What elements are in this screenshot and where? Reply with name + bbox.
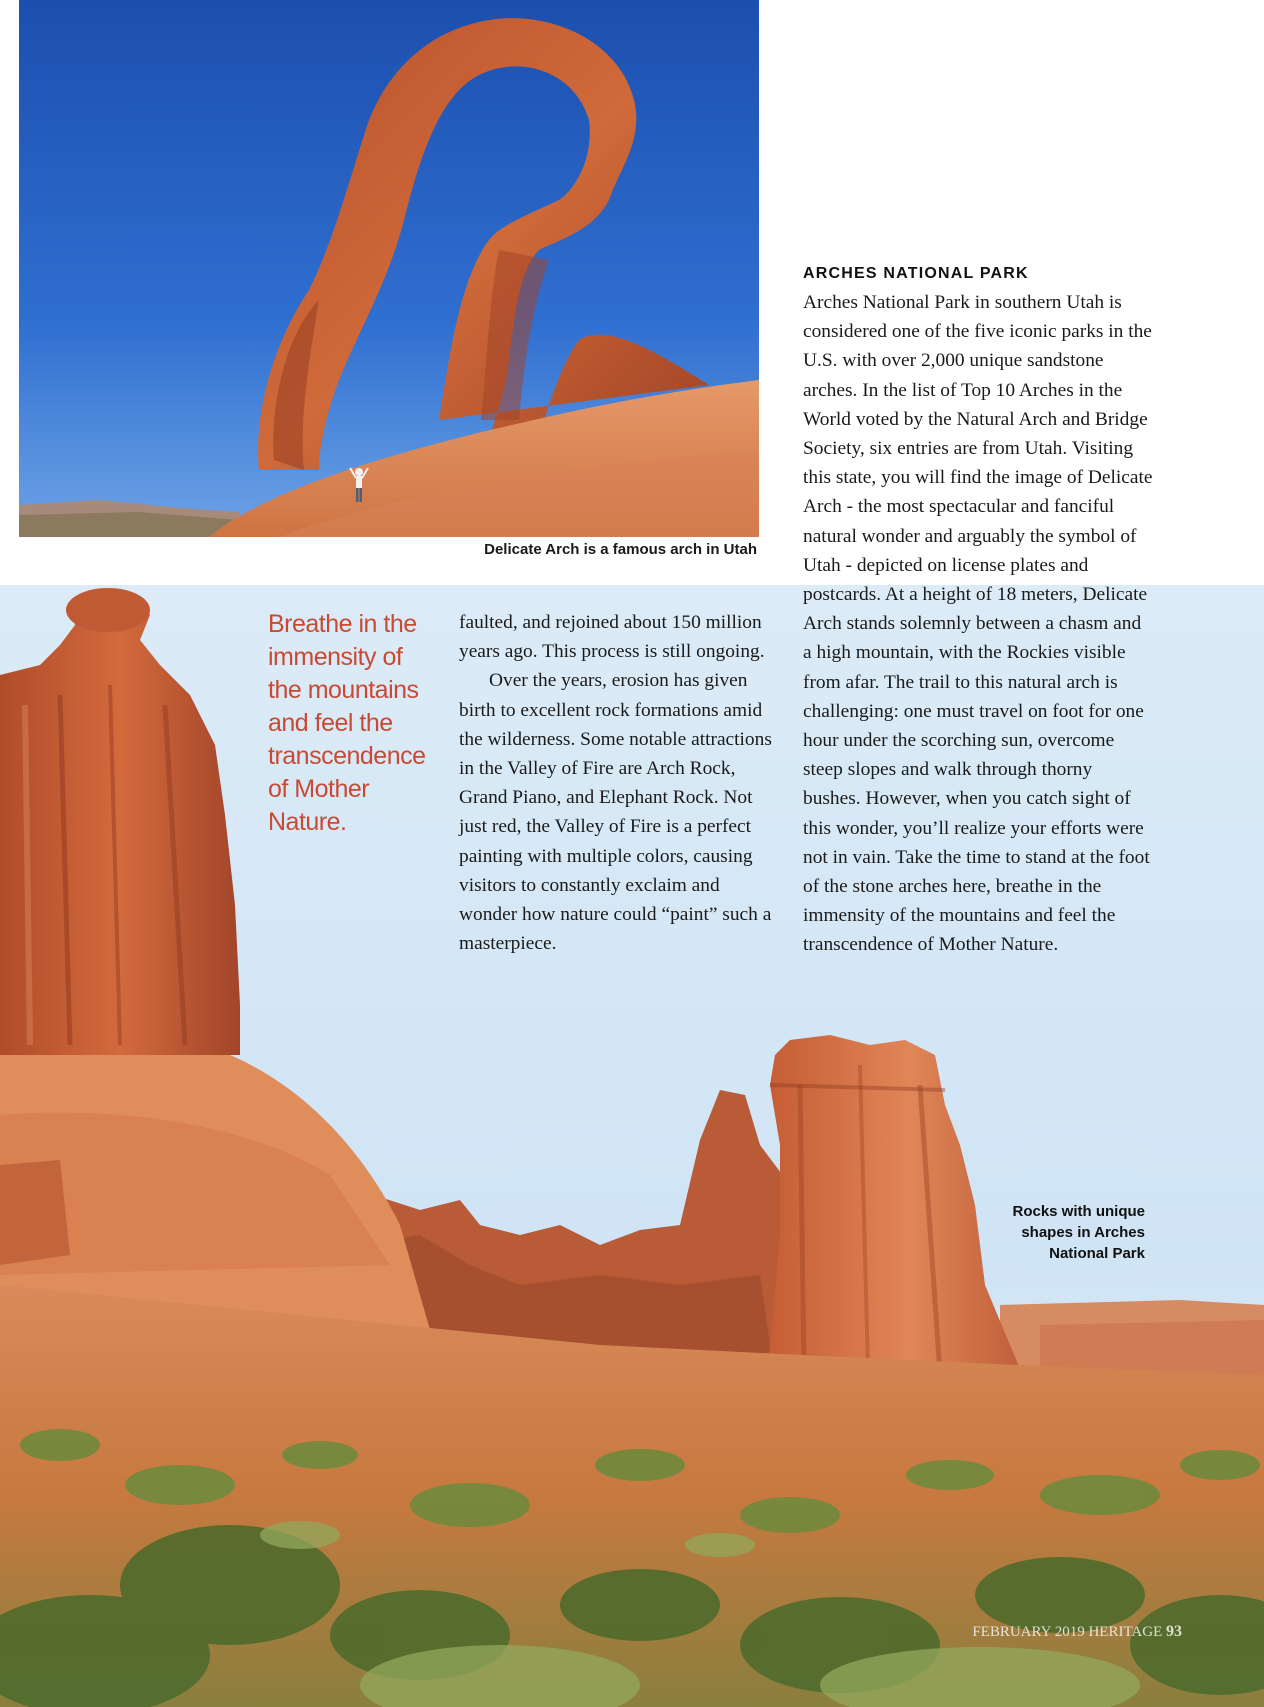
top-photo-caption: Delicate Arch is a famous arch in Utah xyxy=(484,541,757,558)
bottom-photo-caption: Rocks with unique shapes in Arches National Park xyxy=(1012,1203,1145,1262)
delicate-arch-photo xyxy=(19,0,759,537)
body-paragraph: Over the years, erosion has given birth to excellent rock formations amid the wilderness. Some notable attractions in the Valley of Fire are Arch Rock, Grand Piano, and Elephant Rock. Not just red, the Valley of Fire is a perfect painting with multiple colors, causing visitors to constantly exclaim and wonder how nature could “paint” such a masterpiece. xyxy=(459,670,772,955)
pull-quote: Breathe in the immensity of the mountains and feel the transcendence of Mother Nature. xyxy=(268,610,426,836)
page-folio xyxy=(970,1623,1182,1641)
article-column-right xyxy=(803,262,1153,960)
page-number: 93 xyxy=(1166,1623,1182,1640)
body-paragraph: faulted, and rejoined about 150 million years ago. This process is still ongoing. xyxy=(459,612,765,663)
article-column-middle xyxy=(459,608,777,958)
issue-label: FEBRUARY 2019 HERITAGE xyxy=(972,1624,1163,1640)
section-heading: ARCHES NATIONAL PARK xyxy=(803,265,1029,282)
body-paragraph: Arches National Park in southern Utah is considered one of the five iconic parks in the U.S. with over 2,000 unique sandstone arches. In the list of Top 10 Arches in the World voted by the Natural Arch and Bridge Society, six entries are from Utah. Visiting this state, you will find the image of Delicate Arch - the most spectacular and fanciful natural wonder and arguably the symbol of Utah - depicted on license plates and postcards. At a height of 18 meters, Delicate Arch stands solemnly between a chasm and a high mountain, with the Rockies visible from afar. The trail to this natural arch is challenging: one must travel on foot for one hour under the scorching sun, overcome steep slopes and walk through thorny bushes. However, when you catch sight of this wonder, you’ll realize your efforts were not in vain. Take the time to stand at the foot of the stone arches here, breathe in the immensity of the mountains and feel the transcendence of Mother Nature. xyxy=(803,292,1153,956)
